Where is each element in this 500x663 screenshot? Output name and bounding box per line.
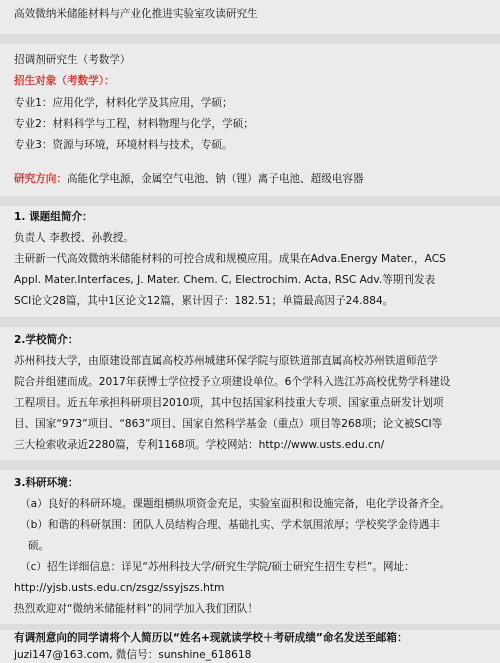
- env-item-c: （c）招生详细信息：详见“苏州科技大学/研究生学院/硕士研究生招生专栏”。网址：: [20, 561, 415, 573]
- env-item-a: （a）良好的科研环境。课题组横纵项资金充足，实验室面积和设施完备，电化学设备齐全。: [20, 498, 451, 510]
- section-divider: [0, 317, 500, 327]
- group-desc-line: 主研新一代高效微纳米储能材料的可控合成和规模应用。成果在Adva.Energy Mater.，ACS: [14, 253, 446, 265]
- research-direction-label: 研究方向：: [14, 173, 67, 185]
- section-divider: [0, 196, 500, 206]
- research-direction-text: 高能化学电源，金属空气电池、钠（锂）离子电池、超级电容器: [66, 173, 364, 185]
- school-desc-line: 苏州科技大学，由原建设部直属高校苏州城建环保学院与原铁道部直属高校苏州铁道师范学: [14, 355, 438, 367]
- school-desc-line: 工程项目。近五年承担科研项目2010项，其中包括国家科技重大专项、国家重点研发计划项: [14, 397, 444, 409]
- recruit-type: 招调剂研究生（考数学）: [14, 54, 131, 66]
- contact-email-wechat: juzi147@163.com, 微信号：sunshine_618618: [14, 649, 252, 661]
- school-heading: 2.学校简介：: [14, 334, 79, 346]
- major-3: 专业3：资源与环境，环境材料与技术，专硕。: [14, 139, 233, 151]
- section-divider: [0, 34, 500, 44]
- group-leader: 负责人 李教授、孙教授。: [14, 232, 134, 244]
- admission-url: http://yjsb.usts.edu.cn/zsgz/ssyjszs.htm: [14, 582, 225, 594]
- section-divider: [0, 624, 500, 630]
- recruit-target-label: 招生对象（考数学）：: [14, 75, 115, 87]
- section-divider: [0, 460, 500, 470]
- school-desc-line: 三大检索收录近2280篇，专利1168项。学校网站：http://www.usts.edu.cn/: [14, 439, 385, 451]
- welcome-text: 热烈欢迎对“微纳米储能材料”的同学加入我们团队！: [14, 603, 259, 615]
- env-heading: 3.科研环境：: [14, 477, 79, 489]
- page-title: 高效微纳米储能材料与产业化推进实验室攻读研究生: [14, 8, 258, 20]
- major-2: 专业2：材料科学与工程，材料物理与化学，学硕；: [14, 118, 254, 130]
- group-heading: 1. 课题组简介：: [14, 211, 93, 223]
- group-desc-line: Appl. Mater.Interfaces, J. Mater. Chem. C, Electrochim. Acta, RSC Adv.等期刊发表: [14, 274, 436, 286]
- contact-line: 有调剂意向的同学请将个人简历以“姓名+现就读学校＋考研成绩”命名发送至邮箱：: [14, 632, 408, 644]
- school-desc-line: 目、国家“973”项目、“863”项目、国家自然科学基金（重点）项目等268项；论文被SCI等: [14, 418, 443, 430]
- group-desc-line: SCI论文28篇，其中1区论文12篇，累计因子：182.51；单篇最高因子24.884。: [14, 295, 394, 307]
- school-desc-line: 院合并组建而成。2017年获博士学位授予立项建设单位。6个学科入选江苏高校优势学科建设: [14, 376, 451, 388]
- major-1: 专业1：应用化学，材料化学及其应用，学硕；: [14, 97, 233, 109]
- env-item-b: （b）和谐的科研氛围：团队人员结构合理、基础扎实、学术氛围浓厚；学校奖学金待遇丰: [20, 519, 440, 531]
- env-item-b-cont: 硕。: [28, 540, 50, 552]
- research-direction: [14, 172, 488, 186]
